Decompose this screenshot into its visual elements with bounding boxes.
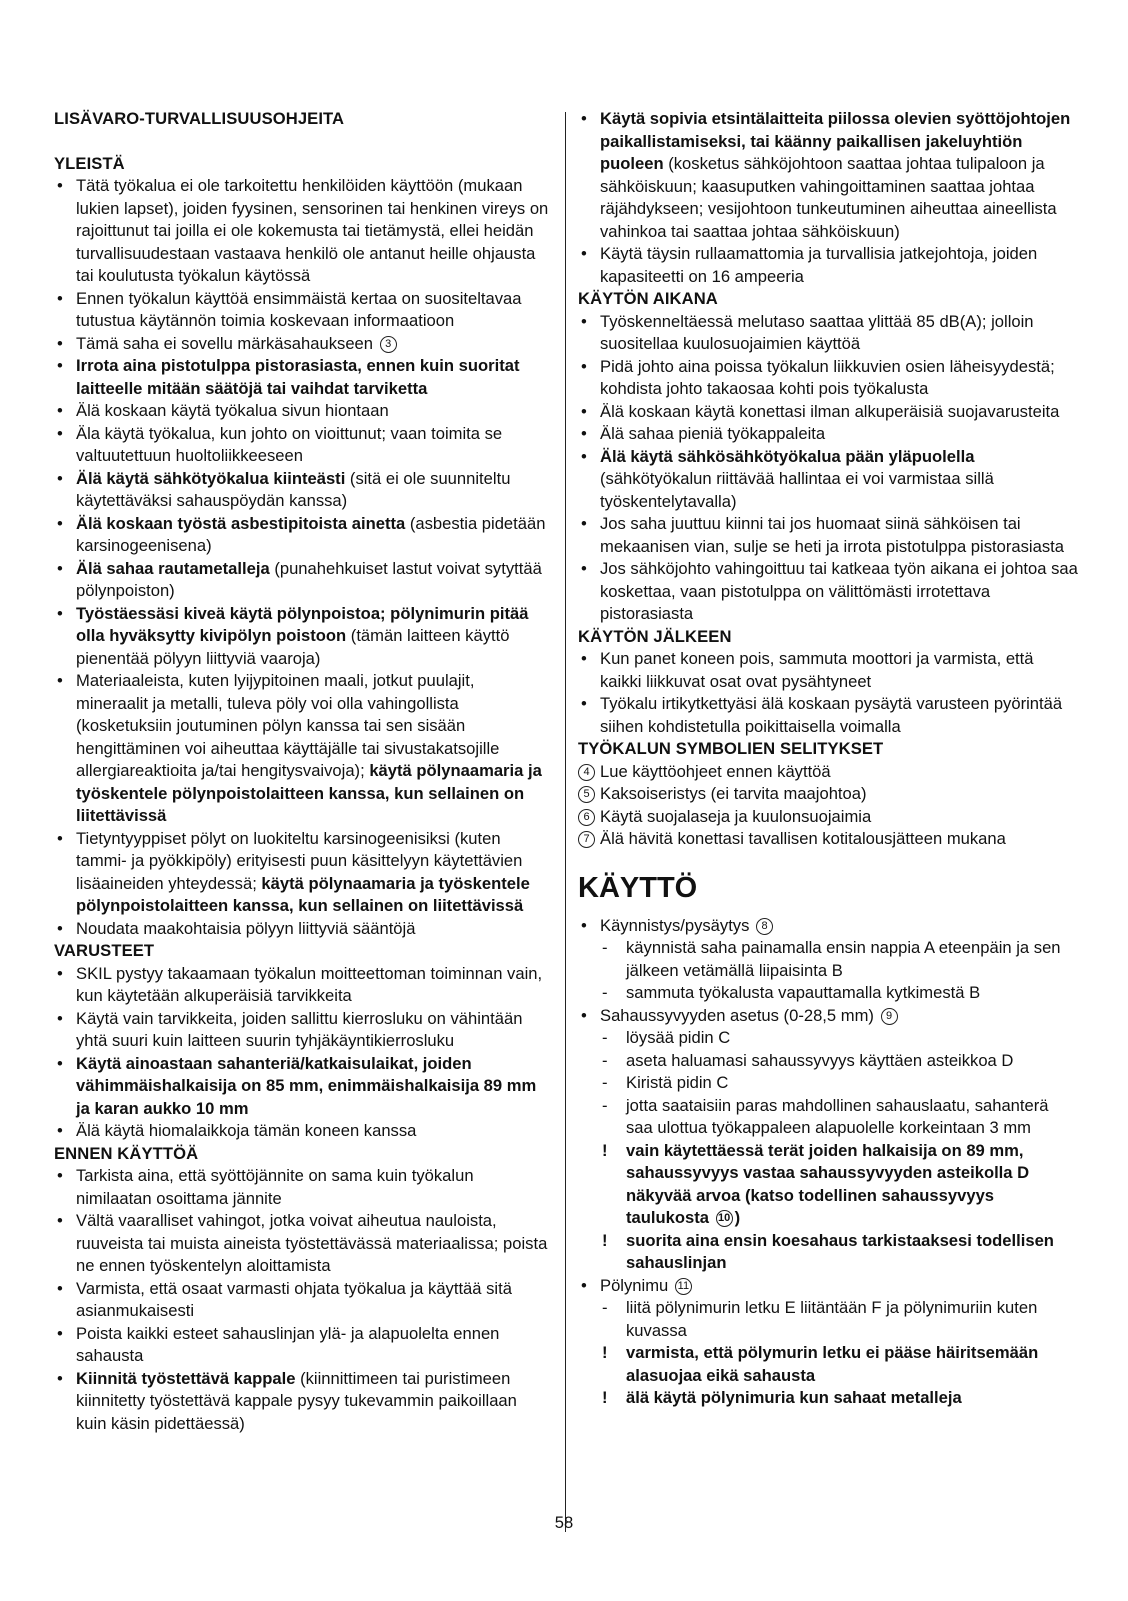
list-item (54, 1323, 550, 1368)
symbol-number: 6 (578, 809, 595, 826)
warning-item: ! älä käytä pölynimuria kun sahaat metalleja (578, 1387, 1078, 1410)
list-item (578, 693, 1078, 738)
warning-item: ! suorita aina ensin koesahaus tarkistaaksesi todellisen sahauslinjan (578, 1230, 1078, 1275)
item-text: Käytä täysin rullaamattomia ja turvallisia jatkejohtoja, joiden kapasiteetti on 16 ampeeria (600, 244, 1038, 286)
warning-item (578, 1140, 1078, 1230)
warning-text-end: ) (734, 1208, 741, 1227)
list-item (578, 423, 1078, 446)
ennen-list (54, 1165, 550, 1435)
heading-kayton-aikana: KÄYTÖN AIKANA (578, 289, 718, 308)
dash-item: - aseta haluamasi sahaussyvyys käyttäen asteikkoa D (578, 1050, 1078, 1073)
heading-varusteet: VARUSTEET (54, 941, 155, 960)
item-text: (asbestia pidetään karsinogeenisena) (76, 513, 546, 555)
item-text: Ennen työkalun käyttöä ensimmäistä kertaa on suositeltavaa tutustua käytännön toimia koskevaan informaatioon (76, 288, 522, 330)
start-label: Käynnistys/pysäytys (600, 915, 750, 935)
item-text: Tätä työkalua ei ole tarkoitettu henkilöiden käyttöön (mukaan lukien lapset), joiden fyysinen, sensorinen tai henkinen vireys on rajoittunut tai joilla ei ole kokemusta tai tietämystä, ellei heidän turvallisuudestaan vastaava henkilö ole antanut heille ohjausta tai koulutusta työkalun käytössä (76, 176, 549, 285)
list-item-depth (578, 1005, 1078, 1028)
item-text: Älä koskaan käytä työkalua sivun hiontaan (76, 401, 389, 420)
symbol-text: Lue käyttöohjeet ennen käyttöä (600, 761, 831, 781)
item-text: Vältä vaaralliset vahingot, jotka voivat aiheutua nauloista, ruuveista tai muista aineista työstettävässä materiaalissa; poista ne ennen työskentelyn aloittamista (76, 1211, 548, 1275)
figure-ref-10: 10 (716, 1210, 733, 1227)
item-text: Tarkista aina, että syöttöjännite on sama kuin työkalun nimilaatan osoittama jännite (76, 1166, 474, 1208)
heading-symbolit: TYÖKALUN SYMBOLIEN SELITYKSET (578, 739, 884, 758)
figure-ref-9: 9 (881, 1008, 898, 1025)
list-item (578, 311, 1078, 356)
item-text: Poista kaikki esteet sahauslinjan ylä- ja alapuolelta ennen sahausta (76, 1323, 500, 1365)
list-item (54, 1210, 550, 1278)
list-item (54, 175, 550, 288)
symbol-number: 5 (578, 786, 595, 803)
symbol-number: 4 (578, 764, 595, 781)
warning-text: vain käytettäessä terät joiden halkaisija on 89 mm, sahaussyvyys vastaa sahaussyvyyden asteikolla D näkyvää arvoa (katso todellinen sahaussyvyys taulukosta (626, 1140, 1030, 1227)
item-bold-text: Älä käytä sähkötyökalua kiinteästi (76, 468, 346, 488)
list-item (54, 1368, 550, 1436)
item-text: Työskenneltäessä melutaso saattaa ylittää 85 dB(A); jolloin suositellaa kuulosuojaimien käyttöä (600, 311, 1034, 353)
warning-item: ! varmista, että pölymurin letku ei pääse häiritsemään alasuojaa eikä sahausta (578, 1342, 1078, 1387)
heading-ennen-kayttoa: ENNEN KÄYTTÖÄ (54, 1143, 199, 1163)
item-text: Tämä saha ei sovellu märkäsahaukseen (76, 333, 374, 353)
symbol-list (578, 761, 1078, 851)
list-item (578, 108, 1078, 243)
dash-item: - Kiristä pidin C (578, 1072, 1078, 1095)
symbol-text: Älä hävitä konettasi tavallisen kotitalousjätteen mukana (600, 829, 1006, 848)
item-text: (sitä ei ole suunniteltu käytettäväksi sahauspöydän kanssa) (76, 468, 511, 510)
list-item (54, 468, 550, 513)
symbol-item (578, 806, 1078, 829)
item-text: SKIL pystyy takaamaan työkalun moitteettoman toiminnan vain, kun käytetään alkuperäisiä tarvikkeita (76, 963, 543, 1005)
item-text: Älä koskaan käytä konettasi ilman alkuperäisiä suojavarusteita (600, 401, 1060, 421)
item-bold-text: Käytä sopivia etsintälaitteita piilossa olevien syöttöjohtojen paikallistamiseksi, tai käänny paikallisen jakeluyhtiön puoleen (600, 109, 1071, 173)
right-column (578, 108, 1078, 1410)
figure-ref: 3 (380, 336, 397, 353)
item-text: Materiaaleista, kuten lyijypitoinen maali, jotkut puulajit, mineraalit ja metalli, tuleva pöly voi olla vahingollista (kosketuksiin joutuminen pölyn kanssa tai sen sisään hengittäminen voi aiheuttaa käyttäjälle tai sivustakatsojille allergiareaktioita ja/tai hengitysvaivoja); (76, 671, 500, 780)
list-item (54, 918, 550, 941)
figure-ref-11: 11 (675, 1278, 692, 1295)
item-text: (kiinnittimeen tai puristimeen kiinnitetty työstettävä kappale pysyy tukevammin paikoillaan kuin käsin pidettäessä) (76, 1368, 517, 1433)
list-item-start (578, 915, 1078, 938)
dash-item: - löysää pidin C (578, 1027, 1078, 1050)
item-text: Kun panet koneen pois, sammuta moottori ja varmista, että kaikki liikkuvat osat ovat pysähtyneet (600, 649, 1034, 691)
item-bold-text: Irrota aina pistotulppa pistorasiasta, ennen kuin suoritat laitteelle mitään säätöjä tai vaihdat tarviketta (76, 356, 520, 398)
list-item (578, 513, 1078, 558)
item-text: Tietyntyyppiset pölyt on luokiteltu karsinogeenisiksi (kuten tammi- ja pyökkipöly) erityisesti puun käsittelyyn käytettävien lisäaineiden yhteydessä; (76, 828, 523, 893)
symbol-item (578, 783, 1078, 806)
symbol-text: Kaksoiseristys (ei tarvita maajohtoa) (600, 784, 867, 803)
item-bold-text: käytä pölynaamaria ja työskentele pölynpoistolaitteen kanssa, kun sellainen on liitettävissä (76, 873, 530, 915)
item-bold-text: käytä pölynaamaria ja työskentele pölynpoistolaitteen kanssa, kun sellainen on liitettävissä (76, 761, 542, 825)
kaytto-list (578, 915, 1078, 1410)
list-item (54, 828, 550, 918)
right-top-list (578, 108, 1078, 288)
figure-ref-8: 8 (756, 918, 773, 935)
list-item (578, 401, 1078, 424)
list-item (54, 400, 550, 423)
dash-item: - liitä pölynimurin letku E liitäntään F ja pölynimuriin kuten kuvassa (578, 1297, 1078, 1342)
symbol-number: 7 (578, 831, 595, 848)
list-item (54, 1165, 550, 1210)
item-text: (tämän laitteen käyttö pienentää pölyyn liittyviä vaaroja) (76, 626, 510, 668)
item-text: Jos sähköjohto vahingoittuu tai katkeaa työn aikana ei johtoa saa koskettaa, vaan pistotulppa on välittömästi irrotettava pistorasiasta (600, 559, 1078, 623)
list-item (578, 648, 1078, 693)
list-item (54, 1120, 550, 1143)
section-title: LISÄVARO-TURVALLISUUSOHJEITA (54, 109, 345, 128)
list-item (54, 963, 550, 1008)
list-item (54, 423, 550, 468)
item-text: Työkalu irtikytkettyäsi älä koskaan pysäytä varusteen pyörintää siihen kohdistetulla poikittaisella voimalla (600, 694, 1063, 736)
page-number: 58 (554, 1513, 574, 1532)
list-item (54, 558, 550, 603)
item-text: (punahehkuiset lastut voivat sytyttää pölynpoiston) (76, 558, 542, 600)
item-bold-text: Kiinnitä työstettävä kappale (76, 1368, 296, 1388)
item-bold-text: Älä sahaa rautametalleja (76, 558, 270, 578)
aikana-list (578, 311, 1078, 626)
list-item (54, 1053, 550, 1121)
list-item (54, 603, 550, 671)
item-text: Jos saha juuttuu kiinni tai jos huomaat siinä sähköisen tai mekaanisen vian, sulje se heti ja irrota pistotulppa pistorasiasta (600, 514, 1064, 556)
jalkeen-list (578, 648, 1078, 738)
item-text: Äla käytä työkalua, kun johto on vioittunut; vaan toimita se valtuutettuun huoltoliikkeeseen (76, 423, 503, 465)
dash-item: - sammuta työkalusta vapauttamalla kytkimestä B (578, 982, 1078, 1005)
item-text: Älä sahaa pieniä työkappaleita (600, 424, 826, 443)
dust-label: Pölynimu (600, 1275, 669, 1295)
item-text: Pidä johto aina poissa työkalun liikkuvien osien läheisyydestä; kohdista johto takaosaa kohti pois työkalusta (600, 356, 1055, 398)
kaytto-title: KÄYTTÖ (578, 871, 698, 904)
list-item (54, 355, 550, 400)
list-item (54, 1278, 550, 1323)
item-text: Noudata maakohtaisia pölyyn liittyviä sääntöjä (76, 918, 416, 938)
list-item (578, 243, 1078, 288)
item-text: Käytä vain tarvikkeita, joiden sallittu kierrosluku on vähintään yhtä suuri kuin laitteen suurin tyhjäkäyntikierrosluku (76, 1008, 523, 1050)
item-text: Varmista, että osaat varmasti ohjata työkalua ja käyttää sitä asianmukaisesti (76, 1278, 512, 1320)
list-item (54, 288, 550, 333)
item-text: (sähkötyökalun riittävää hallintaa ei voi varmistaa sillä työskentelytavalla) (600, 469, 994, 511)
list-item (54, 1008, 550, 1053)
list-item (578, 446, 1078, 514)
list-item (54, 333, 550, 356)
heading-yleista: YLEISTÄ (54, 153, 125, 173)
left-column (54, 108, 550, 1435)
symbol-item (578, 761, 1078, 784)
dash-item: - käynnistä saha painamalla ensin nappia A eteenpäin ja sen jälkeen vetämällä liipaisinta B (578, 937, 1078, 982)
list-item (54, 513, 550, 558)
list-item-dust (578, 1275, 1078, 1298)
item-bold-text: Älä käytä sähkösähkötyökalua pään yläpuolella (600, 446, 975, 466)
dash-item: - jotta saataisiin paras mahdollinen sahauslaatu, sahanterä saa ulottua työkappaleen alapuolelle korkeintaan 3 mm (578, 1095, 1078, 1140)
item-bold-text: Käytä ainoastaan sahanteriä/katkaisulaikat, joiden vähimmäishalkaisija on 85 mm, enimmäishalkaisija 89 mm ja karan aukko 10 mm (76, 1053, 537, 1118)
heading-kayton-jalkeen: KÄYTÖN JÄLKEEN (578, 626, 732, 646)
list-item (578, 558, 1078, 626)
item-bold-text: Työstäessäsi kiveä käytä pölynpoistoa; pölynimurin pitää olla hyväksytty kivipölyn poistoon (76, 603, 529, 645)
item-text: (kosketus sähköjohtoon saattaa johtaa tulipaloon ja sähköiskuun; kaasuputken vahingoittaminen saattaa johtaa räjähdykseen; vesijohtoon tunkeutuminen aiheuttaa aineellista vahinkoa tai saattaa johtaa sähköiskuun) (600, 154, 1057, 241)
column-divider (565, 112, 566, 1532)
depth-label: Sahaussyvyyden asetus (0-28,5 mm) (600, 1005, 874, 1025)
varusteet-list (54, 963, 550, 1143)
symbol-item (578, 828, 1078, 851)
yleista-list (54, 175, 550, 940)
item-bold-text: Älä koskaan työstä asbestipitoista ainetta (76, 513, 406, 533)
symbol-text: Käytä suojalaseja ja kuulonsuojaimia (600, 806, 872, 826)
item-text: Älä käytä hiomalaikkoja tämän koneen kanssa (76, 1121, 417, 1140)
list-item (54, 670, 550, 828)
list-item (578, 356, 1078, 401)
